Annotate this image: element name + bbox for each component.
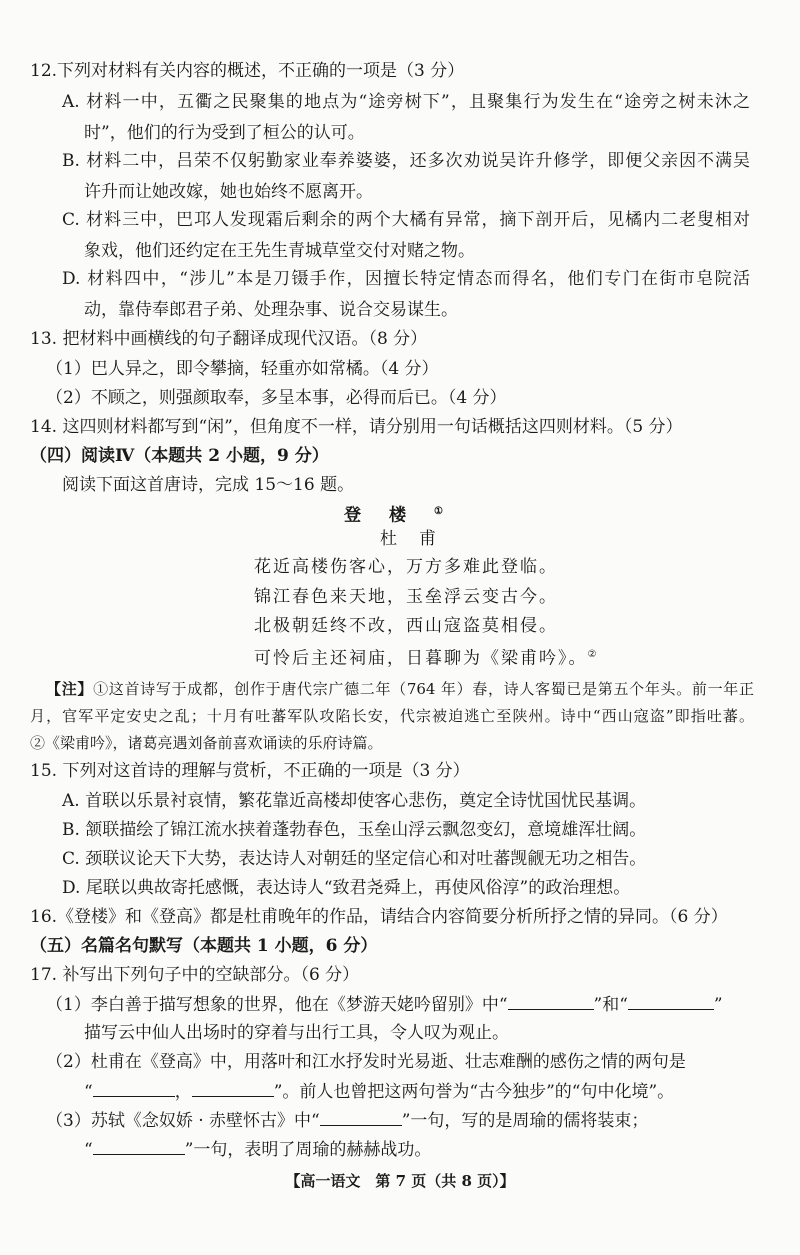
q15-stem: 15. 下列对这首诗的理解与赏析，不正确的一项是（3 分）: [30, 761, 470, 781]
q17-part2-line1: （2）杜甫在《登高》中，用落叶和江水抒发时光易逝、壮志难酬的感伤之情的两句是: [46, 1052, 686, 1072]
poem-title: 登楼①: [344, 505, 443, 526]
section-5-header: （五）名篇名句默写（本题共 1 小题，6 分）: [30, 936, 378, 956]
poem-line-1: 花近高楼伤客心，万方多难此登临。: [254, 557, 558, 577]
section-4-intro: 阅读下面这首唐诗，完成 15～16 题。: [62, 475, 355, 495]
q15-option-b: B. 颔联描绘了锦江流水挟着蓬勃春色，玉垒山浮云飘忽变幻，意境雄浑壮阔。: [62, 820, 647, 840]
q12-option-c-line1: C. 材料三中，巴邛人发现霜后剩余的两个大橘有异常，摘下剖开后，见橘内二老叟相对: [62, 210, 750, 230]
poem-author: 杜甫: [380, 529, 458, 549]
poem-line-4: 可怜后主还祠庙，日暮聊为《梁甫吟》。②: [254, 648, 599, 669]
q12-option-b-line2: 许升而让她改嫁，她也始终不愿离开。: [84, 182, 373, 202]
section-4-header: （四）阅读Ⅳ（本题共 2 小题，9 分）: [30, 446, 329, 466]
q13-sentence-1: （1）巴人异之，即令攀摘，轻重亦如常橘。（4 分）: [46, 359, 439, 379]
answer-blank[interactable]: [628, 993, 714, 1010]
answer-blank[interactable]: [93, 1138, 185, 1155]
q12-stem: 12.下列对材料有关内容的概述，不正确的一项是（3 分）: [30, 61, 465, 81]
q16-stem: 16.《登楼》和《登高》都是杜甫晚年的作品，请结合内容简要分析所抒之情的异同。（6 分）: [30, 907, 728, 927]
answer-blank[interactable]: [320, 1109, 402, 1126]
q12-option-a-line2: 时”，他们的行为受到了桓公的认可。: [84, 123, 365, 143]
q15-option-d: D. 尾联以典故寄托感慨，表达诗人“致君尧舜上，再使风俗淳”的政治理想。: [62, 878, 631, 898]
q17-stem: 17. 补写出下列句子中的空缺部分。（6 分）: [30, 965, 360, 985]
note-line-1: 【注】①这首诗写于成都，创作于唐代宗广德二年（764 年）春，诗人客蜀已是第五个年头。前一年正: [46, 680, 754, 698]
q15-option-a: A. 首联以乐景衬哀情，繁花靠近高楼却使客心悲伤，奠定全诗忧国忧民基调。: [62, 791, 647, 811]
q12-option-c-line2: 象戏，他们还约定在王先生青城草堂交付对赌之物。: [84, 241, 475, 261]
q13-stem: 13. 把材料中画横线的句子翻译成现代汉语。（8 分）: [30, 329, 428, 349]
page-footer: 【高一语文 第 7 页（共 8 页）】: [285, 1172, 515, 1190]
poem-line-2: 锦江春色来天地，玉垒浮云变古今。: [254, 587, 558, 607]
note-line-3: ②《梁甫吟》，诸葛亮遇刘备前喜欢诵读的乐府诗篇。: [30, 734, 383, 752]
q15-option-c: C. 颈联议论天下大势，表达诗人对朝廷的坚定信心和对吐蕃觊觎无功之相告。: [62, 849, 647, 869]
answer-blank[interactable]: [508, 993, 594, 1010]
q14-stem: 14. 这四则材料都写到“闲”，但角度不一样，请分别用一句话概括这四则材料。（5 分）: [30, 417, 683, 437]
q17-part3-line1: （3）苏轼《念奴娇 · 赤壁怀古》中“ ”一句，写的是周瑜的儒将装束；: [46, 1111, 649, 1131]
poem-title-footnote-mark: ①: [434, 506, 443, 517]
q17-part3-line2: “ ”一句，表明了周瑜的赫赫战功。: [84, 1140, 432, 1160]
q13-sentence-2: （2）不顾之，则强颜取奉，多呈本事，必得而后已。（4 分）: [46, 388, 507, 408]
q12-option-d-line2: 动，靠侍奉郎君子弟、处理杂事、说合交易谋生。: [84, 300, 458, 320]
poem-line-3: 北极朝廷终不改，西山寇盗莫相侵。: [254, 616, 558, 636]
answer-blank[interactable]: [93, 1080, 175, 1097]
q12-option-a-line1: A. 材料一中，五衢之民聚集的地点为“途旁树下”，且聚集行为发生在“途旁之树未沐之: [62, 92, 750, 112]
poem-line-4-footnote-mark: ②: [587, 649, 599, 660]
q12-option-d-line1: D. 材料四中，“涉儿”本是刀镊手作，因擅长特定情态而得名，他们专门在街市皂院活: [62, 269, 750, 289]
q17-part1-line1: （1）李白善于描写想象的世界，他在《梦游天姥吟留别》中“ ”和“ ”: [46, 995, 723, 1015]
note-label: 【注】: [46, 680, 94, 698]
q17-part2-line2: “ ， ”。前人也曾把这两句誉为“古今独步”的“句中化境”。: [84, 1082, 675, 1102]
q12-option-b-line1: B. 材料二中，吕荣不仅躬勤家业奉养婆婆，还多次劝说吴许升修学，即便父亲因不满吴: [62, 151, 750, 171]
q17-part1-line2: 描写云中仙人出场时的穿着与出行工具，令人叹为观止。: [84, 1023, 509, 1043]
note-line-2: 月，官军平定安史之乱；十月有吐蕃军队攻陷长安，代宗被迫逃亡至陕州。诗中“西山寇盗”即指吐蕃。: [30, 707, 754, 725]
answer-blank[interactable]: [192, 1080, 274, 1097]
